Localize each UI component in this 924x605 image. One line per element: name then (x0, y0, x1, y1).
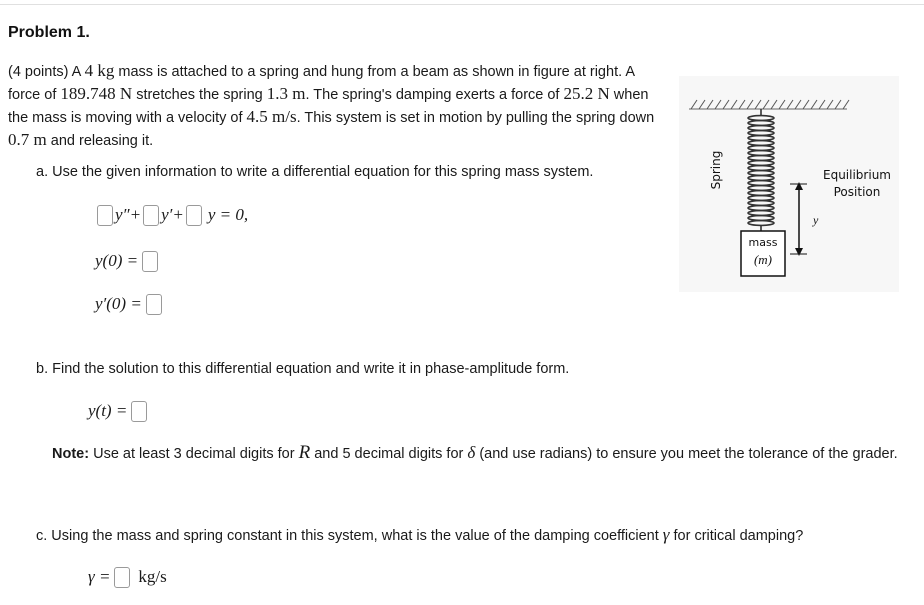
equation-term-1: y″+ (115, 205, 142, 224)
spring-coils (748, 109, 774, 231)
spring-label: Spring (709, 150, 723, 190)
yprime0-input[interactable] (146, 294, 162, 315)
points-text: (4 points) (8, 64, 69, 80)
equation-term-2: y′+ (161, 205, 184, 224)
R-symbol: R (298, 442, 311, 463)
solution-input[interactable] (131, 401, 147, 422)
tolerance-note (52, 442, 912, 465)
problem-statement (8, 60, 668, 152)
differential-equation (95, 203, 248, 227)
pull-value: 0.7 m (8, 130, 47, 149)
unit-label: kg/s (138, 567, 167, 586)
arrow-head-down (795, 248, 803, 256)
arrow-head-up (795, 182, 803, 190)
coefficient-c-input[interactable] (186, 205, 202, 226)
statement-text: . The spring's damping exerts a force of (305, 87, 564, 103)
note-label: Note: (52, 446, 90, 462)
statement-text: A (68, 64, 85, 80)
stretch-value: 1.3 m (266, 84, 306, 103)
part-b-question: b. Find the solution to this differential equation and write it in phase-amplitude form. (36, 361, 570, 377)
gamma-answer-line (88, 565, 167, 589)
part-a-question: a. Use the given information to write a differential equation for this spring mass system. (36, 164, 594, 180)
statement-text: when the mass is moving with a velocity of (8, 87, 649, 126)
initial-condition-2 (95, 292, 164, 316)
damping-force-value: 25.2 N (563, 84, 610, 103)
part-c-question (36, 525, 803, 545)
solution-line (88, 399, 149, 423)
beam-hatching (691, 100, 849, 109)
ic1-label: y(0) = (95, 251, 139, 270)
y-label: y (813, 213, 819, 227)
mass-label: mass (748, 236, 778, 249)
problem-title: Problem 1. (8, 24, 90, 41)
part-c-text: c. Using the mass and spring constant in this system, what is the value of the damping coefficient (36, 528, 663, 544)
top-divider (0, 4, 924, 5)
note-text: and 5 decimal digits for (310, 446, 468, 462)
mass-symbol: (m) (753, 252, 773, 267)
coefficient-a-input[interactable] (97, 205, 113, 226)
equilibrium-label: Equilibrium (823, 168, 891, 182)
spring-mass-diagram (679, 76, 899, 292)
ic2-label: y′(0) = (95, 294, 142, 313)
equation-term-3: y = 0, (207, 205, 249, 224)
velocity-value: 4.5 m/s (246, 107, 297, 126)
delta-symbol: δ (467, 443, 476, 462)
spring-mass-figure (679, 76, 899, 292)
yt-label: y(t) = (88, 401, 128, 420)
statement-text: stretches the spring (132, 87, 267, 103)
coefficient-b-input[interactable] (143, 205, 159, 226)
gamma-label: γ = (88, 567, 111, 586)
gamma-input[interactable] (114, 567, 130, 588)
gamma-symbol: γ (662, 525, 670, 544)
statement-text: . This system is set in motion by pulling the spring down (296, 110, 655, 126)
part-c-text: for critical damping? (669, 528, 804, 544)
note-text: Use at least 3 decimal digits for (89, 446, 299, 462)
note-text: (and use radians) to ensure you meet the tolerance of the grader. (475, 446, 898, 462)
statement-text: mass is attached to a spring and hung from a beam as shown in figure at right. A force of (8, 64, 635, 103)
statement-text: and releasing it. (46, 133, 154, 149)
force-value: 189.748 N (60, 84, 133, 103)
initial-condition-1 (95, 249, 160, 273)
position-label: Position (833, 185, 881, 199)
y0-input[interactable] (142, 251, 158, 272)
mass-value: 4 kg (84, 61, 115, 80)
